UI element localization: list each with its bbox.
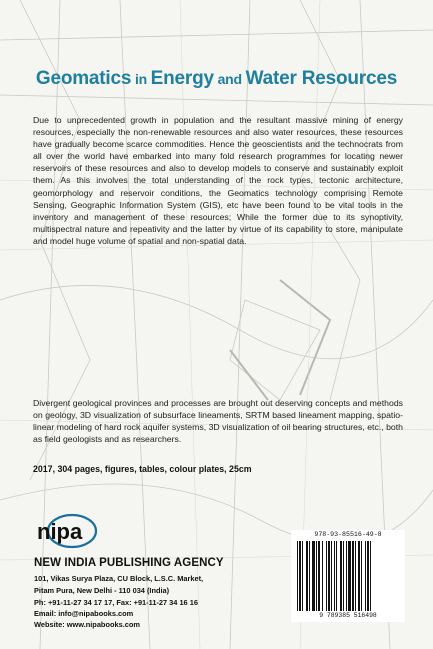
barcode-bar bbox=[367, 541, 369, 611]
isbn-number: 978-93-85516-49-8 bbox=[314, 531, 382, 538]
barcode-bar bbox=[302, 541, 303, 611]
barcode-bar bbox=[348, 541, 351, 611]
barcode-bar bbox=[297, 541, 298, 611]
barcode-bar bbox=[331, 541, 332, 611]
barcode-bar bbox=[299, 541, 301, 611]
isbn-barcode bbox=[291, 530, 405, 622]
description-paragraph-1: Due to unprecedented growth in population and the resultant massive mining of energy resources, especially the non-renewable resources and also water resources, these resources have gradually become scarce commodities. Hence the geoscientists and the technocrats from all over the world have embarked into many fold research programmes for locating newer reservoirs of these resources and also to develop models to conserve and sustainably exploit them. As this involves the total understanding of the rock types, tectonic architecture, geomorphology and reservoir conditions, the Geomatics technology comprising Remote Sensing, Geographic Information System (GIS), etc have been found to be vital tools in the inventory and management of these resources; While the former due to its synoptivity, multispectral nature and repeativity and the latter by virtue of its capability to store, manipulate and model huge volume of spatial and non-spatial data. bbox=[33, 115, 403, 246]
barcode-bar bbox=[322, 541, 323, 611]
logo-wordmark: nipa bbox=[37, 519, 83, 544]
title-word-water-resources: Water Resources bbox=[245, 68, 398, 89]
ean-number: 9 789385 516498 bbox=[319, 612, 377, 619]
barcode-bar bbox=[343, 541, 344, 611]
barcode-bar bbox=[312, 541, 315, 611]
book-specs: 2017, 304 pages, figures, tables, colour plates, 25cm bbox=[33, 464, 252, 474]
barcode-bars bbox=[297, 541, 399, 611]
barcode-bar bbox=[306, 541, 308, 611]
barcode-bar bbox=[309, 541, 310, 611]
publisher-name: NEW INDIA PUBLISHING AGENCY bbox=[34, 557, 224, 569]
barcode-bar bbox=[318, 541, 320, 611]
barcode-bar bbox=[346, 541, 347, 611]
publisher-phone: Ph: +91-11-27 34 17 17, Fax: +91-11-27 34 16 16 bbox=[34, 598, 198, 607]
title-word-geomatics: Geomatics bbox=[35, 68, 132, 89]
title-word-and: and bbox=[213, 71, 246, 87]
barcode-bar bbox=[336, 541, 337, 611]
barcode-bar bbox=[334, 541, 335, 611]
publisher-website: Website: www.nipabooks.com bbox=[34, 620, 140, 629]
barcode-bar bbox=[361, 541, 362, 611]
barcode-bar bbox=[316, 541, 317, 611]
description-paragraph-2: Divergent geological provinces and processes are brought out deserving concepts and methods on geology, 3D visualization of subsurface lineaments, SRTM based lineament mapping, spatio-linear modeling of hard rock aquifer systems, 3D visualization of oil bearing structures, etc., both as field geologists and as researchers. bbox=[33, 398, 403, 445]
barcode-bar bbox=[358, 541, 360, 611]
barcode-bar bbox=[365, 541, 366, 611]
publisher-address-line-2: Pitam Pura, New Delhi - 110 034 (India) bbox=[34, 586, 170, 595]
barcode-bar bbox=[328, 541, 330, 611]
title-word-energy: Energy bbox=[150, 68, 214, 89]
publisher-address-line-1: 101, Vikas Surya Plaza, CU Block, L.S.C. Market, bbox=[34, 574, 204, 583]
barcode-bar bbox=[340, 541, 342, 611]
nipa-logo bbox=[34, 513, 98, 551]
barcode-bar bbox=[352, 541, 354, 611]
barcode-bar bbox=[355, 541, 356, 611]
publisher-email: Email: info@nipabooks.com bbox=[34, 609, 134, 618]
title-word-in: in bbox=[131, 71, 151, 87]
book-title bbox=[0, 68, 433, 90]
barcode-bar bbox=[326, 541, 327, 611]
barcode-bar bbox=[370, 541, 371, 611]
